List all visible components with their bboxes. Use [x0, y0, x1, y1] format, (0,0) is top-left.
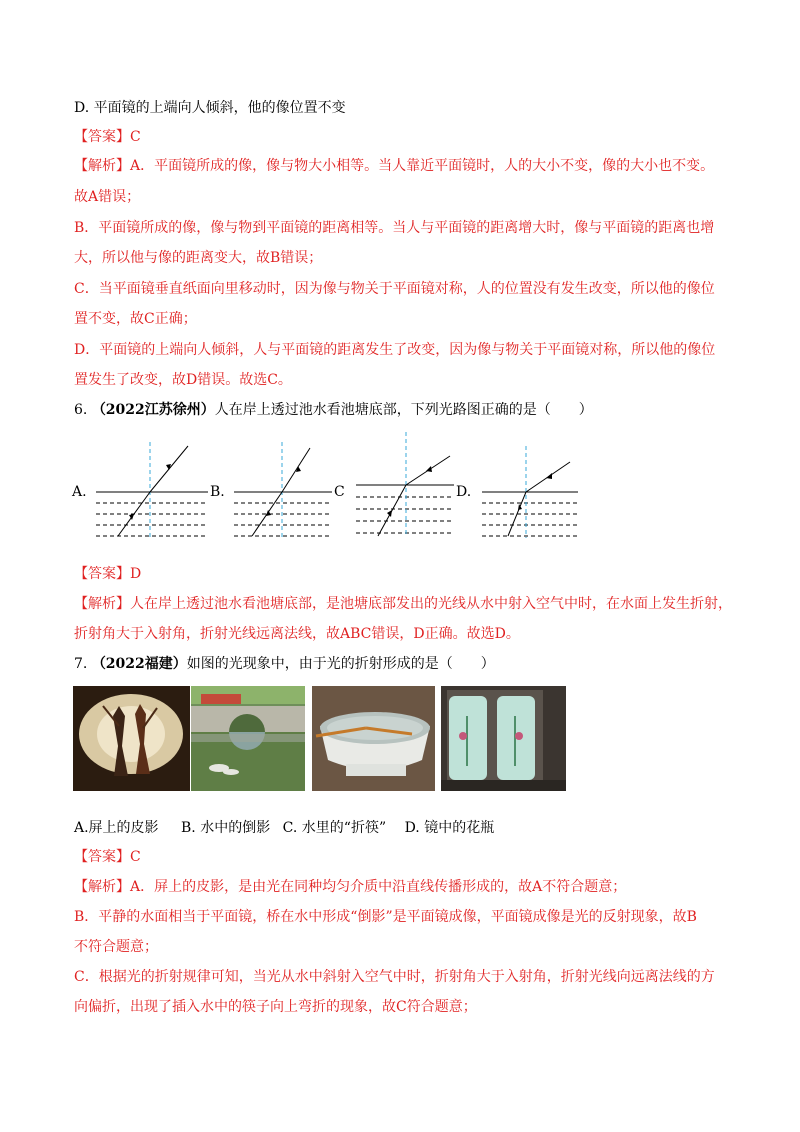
answer-tag: 【答案】	[74, 129, 130, 145]
question-source: （2022福建）	[91, 656, 187, 672]
analysis-line	[74, 594, 732, 614]
option-b-label: B.	[210, 484, 225, 500]
analysis-text: D．平面镜的上端向人倾斜，人与平面镜的距离发生了改变，因为像与物关于平面镜对称，所以他的像位	[74, 342, 716, 358]
answer-value: C	[130, 129, 141, 145]
answer-line	[74, 564, 141, 584]
analysis-text: 不符合题意；	[74, 939, 158, 955]
question-7-stem	[74, 654, 495, 674]
answer-value: C	[130, 849, 141, 865]
answer-line	[74, 127, 141, 147]
diagram-a	[96, 442, 208, 538]
question-text: 人在岸上透过池水看池塘底部，下列光路图正确的是（ ）	[214, 402, 593, 418]
option-d-text: D. 平面镜的上端向人倾斜，他的像位置不变	[74, 100, 346, 116]
diagram-d	[482, 446, 578, 538]
question-number: 7.	[74, 656, 88, 672]
question-number: 6.	[74, 402, 88, 418]
option-c: C. 水里的“折筷”	[282, 820, 387, 836]
answer-tag: 【答案】	[74, 849, 130, 865]
option-b: B. 水中的倒影	[181, 820, 271, 836]
analysis-line	[74, 877, 626, 897]
analysis-text: 人在岸上透过池水看池塘底部，是池塘底部发出的光线从水中射入空气中时，在水面上发生折射，	[130, 596, 732, 612]
analysis-tag: 【解析】	[74, 596, 130, 612]
option-a-label: A.	[72, 484, 87, 500]
analysis-tag: 【解析】	[74, 158, 130, 174]
analysis-text: 向偏折，出现了插入水中的筷子向上弯折的现象，故C符合题意；	[74, 999, 477, 1015]
bridge-reflection-photo	[191, 686, 305, 791]
q7-options	[74, 818, 494, 838]
light-path-diagrams	[70, 428, 710, 548]
analysis-text: A．屏上的皮影，是由光在同种均匀介质中沿直线传播形成的，故A不符合题意；	[130, 879, 627, 895]
option-a: A.屏上的皮影	[74, 820, 159, 836]
chopsticks-in-bowl-photo	[312, 686, 435, 791]
answer-tag: 【答案】	[74, 566, 130, 582]
analysis-line	[74, 156, 714, 176]
analysis-tag: 【解析】	[74, 879, 130, 895]
analysis-text: C．当平面镜垂直纸面向里移动时，因为像与物关于平面镜对称，人的位置没有发生改变，所以他的像位	[74, 281, 715, 297]
answer-value: D	[130, 566, 142, 582]
diagram-b	[234, 442, 332, 538]
question-source: （2022江苏徐州）	[91, 402, 215, 418]
analysis-text: 置不变，故C正确；	[74, 311, 197, 327]
vase-in-mirror-photo	[441, 686, 566, 791]
shadow-puppet-photo	[73, 686, 190, 791]
analysis-text: B．平静的水面相当于平面镜，桥在水中形成“倒影”是平面镜成像，平面镜成像是光的反射现象，故B	[74, 909, 697, 925]
analysis-text: 大，所以他与像的距离变大，故B错误；	[74, 250, 323, 266]
question-6-stem	[74, 400, 593, 420]
analysis-text: 折射角大于入射角，折射光线远离法线，故ABC错误，D正确。故选D。	[74, 626, 520, 642]
diagram-c	[356, 432, 454, 536]
analysis-text: 故A错误；	[74, 189, 141, 205]
analysis-text: 置发生了改变，故D错误。故选C。	[74, 372, 292, 388]
option-c-label: C	[334, 484, 345, 500]
analysis-text: A．平面镜所成的像，像与物大小相等。当人靠近平面镜时，人的大小不变，像的大小也不变。	[130, 158, 715, 174]
option-d-label: D.	[456, 484, 472, 500]
question-text: 如图的光现象中，由于光的折射形成的是（ ）	[186, 656, 495, 672]
answer-line	[74, 847, 141, 867]
analysis-text: C．根据光的折射规律可知，当光从水中斜射入空气中时，折射角大于入射角，折射光线向远离法线的方	[74, 969, 715, 985]
q6-diagrams	[70, 428, 710, 548]
option-d: D. 镜中的花瓶	[404, 820, 495, 836]
analysis-text: B．平面镜所成的像，像与物到平面镜的距离相等。当人与平面镜的距离增大时，像与平面镜的距离也增	[74, 220, 715, 236]
